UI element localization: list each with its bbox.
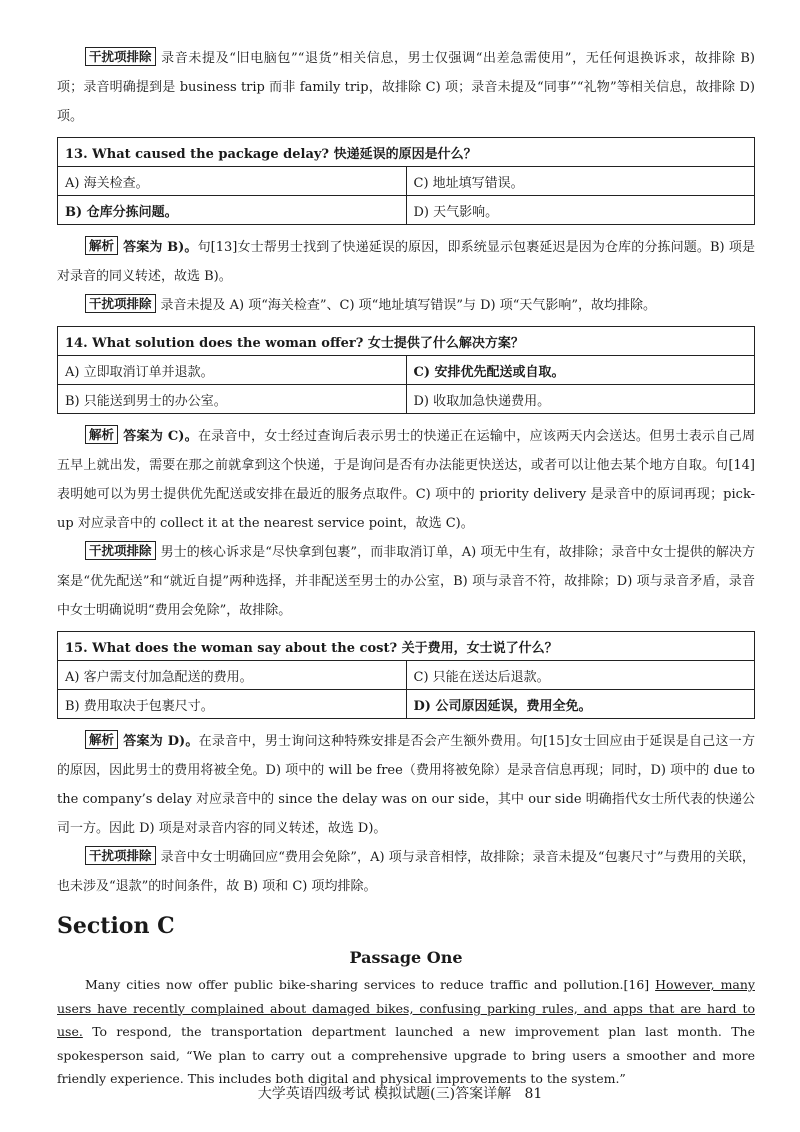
q13-option-c: C) 地址填写错误。 [406, 167, 755, 196]
q13-answer: 答案为 B)。 [123, 240, 198, 255]
q13-option-b: B) 仓库分拣问题。 [58, 196, 407, 225]
q15-option-b: B) 费用取决于包裹尺寸。 [58, 690, 407, 719]
exclusion-text: 录音未提及“旧电脑包”“退货”相关信息，男士仅强调“出差急需使用”，无任何退换诉求，故排除 B) 项；录音明确提到是 business trip 而非 family trip，故排除 C) 项；录音未提及“同事”“礼物”等相关信息，故排除 D) 项。 [57, 51, 755, 124]
passage-text-start: Many cities now offer public bike-sharing services to reduce traffic and pollution. [85, 977, 624, 992]
q14-exclusion-text: 男士的核心诉求是“尽快拿到包裹”，而非取消订单，A) 项无中生有，故排除；录音中女士提供的解决方案是“优先配送”和“就近自提”两种选择，并非配送至男士的办公室，B) 项与录音不符，故排除；D) 项与录音矛盾，录音中女士明确说明“费用会免除”，故排除。 [57, 545, 755, 618]
q15-answer: 答案为 D)。 [123, 734, 199, 749]
q15-analysis-text: 在录音中，男士询问这种特殊安排是否会产生额外费用。句[15]女士回应由于延误是自己这一方的原因，因此男士的费用将被全免。D) 项中的 will be free（费用将被免除）是录音信息再现；同时，D) 项中的 due to the company’s delay 对应录音中的 since the delay was on our side，其中 our side 明确指代女士所代表的快递公司一方。因此 D) 项是对录音内容的同义转述，故选 D)。 [57, 734, 755, 836]
q15-option-c: C) 只能在送达后退款。 [406, 661, 755, 690]
q15-analysis [57, 727, 755, 843]
q15-exclusion-text: 录音中女士明确回应“费用会免除”，A) 项与录音相悖，故排除；录音未提及“包裹尺寸”与费用的关联，也未涉及“退款”的时间条件，故 B) 项和 C) 项均排除。 [57, 850, 755, 894]
analysis-tag: 解析 [85, 236, 118, 255]
q14-question: 14. What solution does the woman offer? 女士提供了什么解决方案？ [58, 327, 755, 356]
q14-analysis-text: 在录音中，女士经过查询后表示男士的快递正在运输中，应该两天内会送达。但男士表示自己周五早上就出发，需要在那之前就拿到这个快递，于是询问是否有办法能更快送达，或者可以让他去某个地方自取。句[14]表明她可以为男士提供优先配送或安排在最近的服务点取件。C) 项中的 priority delivery 是录音中的原词再现；pick-up 对应录音中的 collect it at the nearest service point，故选 C)。 [57, 429, 755, 531]
q13-option-a: A) 海关检查。 [58, 167, 407, 196]
q15-option-d: D) 公司原因延误，费用全免。 [406, 690, 755, 719]
passage-underlined-text: However, many users have recently complained about damaged bikes, confusing parking rules, and apps that are hard to use. [57, 977, 755, 1039]
footer-title: 大学英语四级考试 模拟试题(三)答案详解 [257, 1086, 512, 1102]
q14-answer: 答案为 C)。 [123, 429, 198, 444]
q14-exclusion [57, 538, 755, 625]
q14-option-d: D) 收取加急快递费用。 [406, 385, 755, 414]
page-footer [0, 1083, 800, 1103]
analysis-tag: 解析 [85, 425, 118, 444]
q14-option-b: B) 只能送到男士的办公室。 [58, 385, 407, 414]
q15-question: 15. What does the woman say about the cost? 关于费用，女士说了什么？ [58, 632, 755, 661]
q13-exclusion [57, 291, 755, 320]
q13-question: 13. What caused the package delay? 快递延误的原因是什么？ [58, 138, 755, 167]
q13-analysis [57, 233, 755, 291]
passage-paragraph [57, 973, 755, 1091]
exclusion-tag: 干扰项排除 [85, 541, 156, 560]
q15-table [57, 631, 755, 719]
q13-table [57, 137, 755, 225]
q15-option-a: A) 客户需支付加急配送的费用。 [58, 661, 407, 690]
exclusion-tag: 干扰项排除 [85, 846, 156, 865]
exclusion-tag: 干扰项排除 [85, 294, 156, 313]
q15-exclusion [57, 843, 755, 901]
passage-title: Passage One [349, 948, 463, 967]
question-marker: [16] [623, 977, 650, 992]
passage-text-end: To respond, the transportation department launched a new improvement plan last month. The spokesperson said, “We plan to carry out a comprehensive upgrade to bring users a smoother and more friendly experience. This includes both digital and physical improvements to the system.” [57, 1024, 755, 1086]
page-body [57, 44, 755, 1091]
exclusion-tag: 干扰项排除 [85, 47, 156, 66]
q14-analysis [57, 422, 755, 538]
q13-analysis-text: 句[13]女士帮男士找到了快递延误的原因，即系统显示包裹延迟是因为仓库的分拣问题。B) 项是对录音的同义转述，故选 B)。 [57, 240, 755, 284]
section-heading: Section C [57, 913, 175, 939]
page-number: 81 [524, 1086, 543, 1102]
q14-option-c: C) 安排优先配送或自取。 [406, 356, 755, 385]
q13-option-d: D) 天气影响。 [406, 196, 755, 225]
q12-exclusion [57, 44, 755, 131]
analysis-tag: 解析 [85, 730, 118, 749]
q13-exclusion-text: 录音未提及 A) 项“海关检查”、C) 项“地址填写错误”与 D) 项“天气影响”，故均排除。 [160, 298, 657, 313]
q14-table [57, 326, 755, 414]
q14-option-a: A) 立即取消订单并退款。 [58, 356, 407, 385]
